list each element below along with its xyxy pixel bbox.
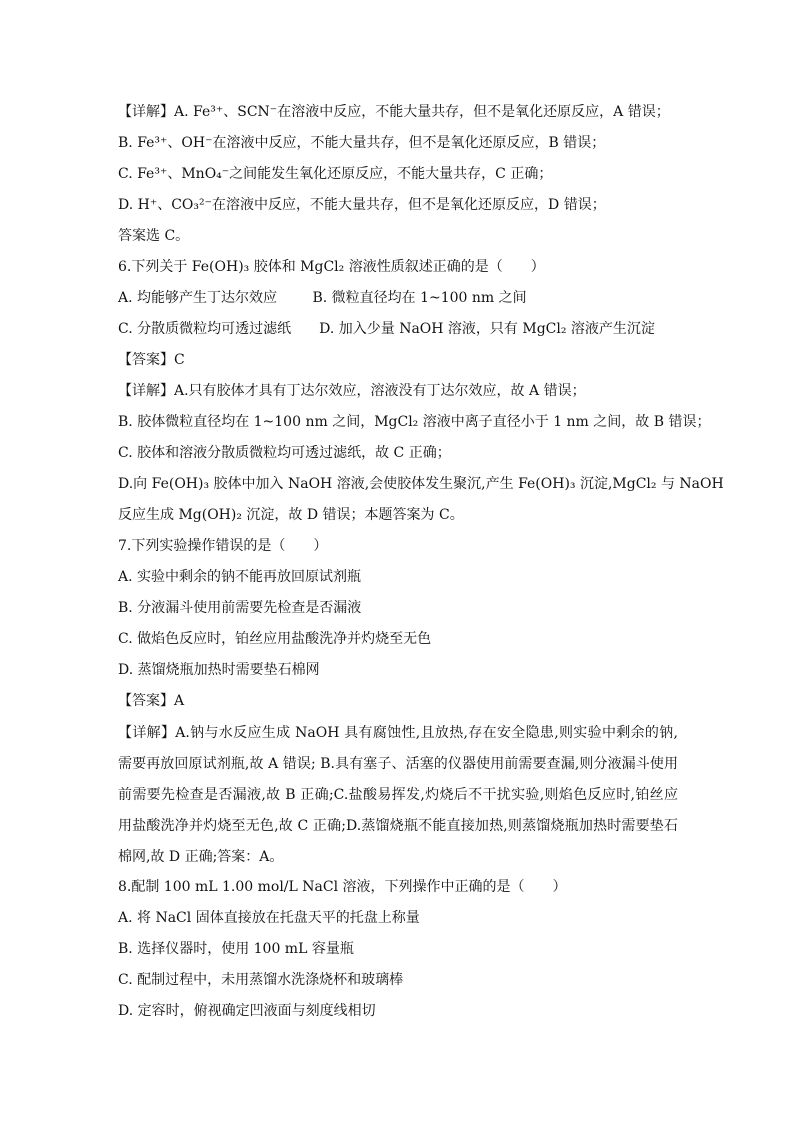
q6-options-row1 bbox=[118, 288, 678, 308]
q7-detail-paragraph: 【详解】A.钠与水反应生成 NaOH 具有腐蚀性,且放热,存在安全隐患,则实验中剩余的钠,需要再放回原试剂瓶,故 A 错误; B.具有塞子、活塞的仪器使用前需要查漏,则分液漏斗使用前需要先检查是否漏液,故 B 正确;C.盐酸易挥发,灼烧后不干扰实验,则焰色反应时,铂丝应用盐酸洗净并灼烧至无色,故 C 正确;D.蒸馏烧瓶不能直接加热,则蒸馏烧瓶加热时需要垫石棉网,故 D 正确;答案：A。 bbox=[118, 725, 678, 865]
q6-options-row2: C. 分散质微粒均可透过滤纸 D. 加入少量 NaOH 溶液，只有 MgCl₂ 溶液产生沉淀 bbox=[118, 321, 655, 337]
text-line: 【详解】A.只有胶体才具有丁达尔效应，溶液没有丁达尔效应，故 A 错误； bbox=[118, 383, 586, 399]
q7-option-b: B. 分液漏斗使用前需要先检查是否漏液 bbox=[118, 600, 362, 616]
q7-option-c: C. 做焰色反应时，铂丝应用盐酸洗净并灼烧至无色 bbox=[118, 631, 432, 647]
text-line: 反应生成 Mg(OH)₂ 沉淀，故 D 错误；本题答案为 C。 bbox=[118, 507, 464, 523]
q7-option-a: A. 实验中剩余的钠不能再放回原试剂瓶 bbox=[118, 569, 362, 585]
text-line: D.向 Fe(OH)₃ 胶体中加入 NaOH 溶液,会使胶体发生聚沉,产生 Fe(OH)₃ 沉淀,MgCl₂ 与 NaOH bbox=[118, 476, 724, 492]
q8-option-b: B. 选择仪器时，使用 100 mL 容量瓶 bbox=[118, 941, 354, 957]
q8-option-a: A. 将 NaCl 固体直接放在托盘天平的托盘上称量 bbox=[118, 910, 420, 926]
text-line: D. H⁺、CO₃²⁻在溶液中反应，不能大量共存，但不是氧化还原反应，D 错误； bbox=[118, 197, 606, 213]
q8-option-d: D. 定容时，俯视确定凹液面与刻度线相切 bbox=[118, 1003, 376, 1019]
answer-label: 【答案】A bbox=[118, 693, 185, 709]
answer-label: 【答案】C bbox=[118, 352, 185, 368]
q8-option-c: C. 配制过程中，未用蒸馏水洗涤烧杯和玻璃棒 bbox=[118, 972, 404, 988]
text-line: 【详解】A. Fe³⁺、SCN⁻在溶液中反应，不能大量共存，但不是氧化还原反应，A 错误； bbox=[118, 104, 670, 120]
text-line: 答案选 C。 bbox=[118, 228, 190, 244]
q7-option-d: D. 蒸馏烧瓶加热时需要垫石棉网 bbox=[118, 662, 320, 678]
text-line: B. Fe³⁺、OH⁻在溶液中反应，不能大量共存，但不是氧化还原反应，B 错误； bbox=[118, 135, 606, 151]
q6-option-a: A. 均能够产生丁达尔效应 bbox=[118, 290, 278, 306]
question-7: 7.下列实验操作错误的是（ ） bbox=[118, 538, 328, 554]
text-line: B. 胶体微粒直径均在 1~100 nm 之间，MgCl₂ 溶液中离子直径小于 1 nm 之间，故 B 错误； bbox=[118, 414, 711, 430]
text-line: C. Fe³⁺、MnO₄⁻之间能发生氧化还原反应，不能大量共存，C 正确； bbox=[118, 166, 553, 182]
text-line: C. 胶体和溶液分散质微粒均可透过滤纸，故 C 正确； bbox=[118, 445, 451, 461]
q6-option-b: B. 微粒直径均在 1~100 nm 之间 bbox=[312, 290, 527, 306]
question-8: 8.配制 100 mL 1.00 mol/L NaCl 溶液，下列操作中正确的是（ ） bbox=[118, 879, 567, 895]
question-6: 6.下列关于 Fe(OH)₃ 胶体和 MgCl₂ 溶液性质叙述正确的是（ ） bbox=[118, 259, 545, 275]
